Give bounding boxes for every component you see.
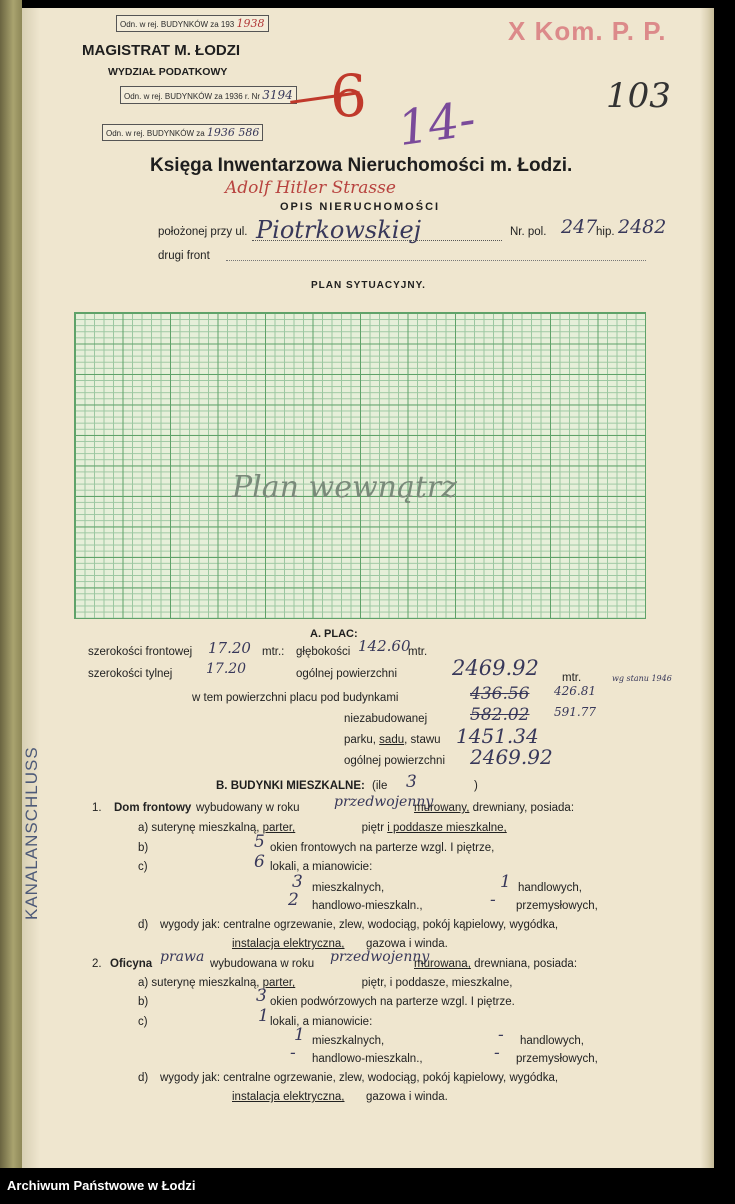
archive-footer bbox=[0, 1168, 735, 1204]
department-name: WYDZIAŁ PODATKOWY bbox=[108, 66, 228, 78]
total-area2-value: 2469.92 bbox=[470, 745, 553, 769]
german-street-name: Adolf Hitler Strasse bbox=[225, 178, 396, 198]
annex-d-text3: gazowa i winda. bbox=[366, 1091, 448, 1103]
built-area-label: w tem powierzchni placu pod budynkami bbox=[192, 692, 399, 704]
annex-year: przedwojenny bbox=[330, 949, 430, 965]
annex-d-text: wygody jak: centralne ogrzewanie, zlew, wodociąg, pokój kąpielowy, wygódka, bbox=[160, 1072, 559, 1084]
built-area-old: 436.56 bbox=[470, 684, 530, 704]
depth-value: 142.60 bbox=[358, 637, 411, 655]
annex-residential-label: mieszkalnych, bbox=[312, 1035, 385, 1047]
kanalanschluss-stamp: KANALANSCHLUSS bbox=[22, 746, 41, 920]
depth-unit: mtr. bbox=[408, 646, 428, 658]
unbuilt-area-new: 591.77 bbox=[554, 705, 596, 719]
built-area-note: wg stanu 1946 bbox=[612, 674, 672, 683]
front-windows: 5 bbox=[254, 832, 265, 852]
plan-note: Plan wewnątrz bbox=[232, 470, 458, 505]
front-material: murowany, drewniany, posiada: bbox=[414, 802, 575, 814]
hip-value: 2482 bbox=[618, 216, 667, 238]
front-num: 1. bbox=[92, 802, 102, 814]
front-year: przedwojenny bbox=[334, 794, 434, 810]
annex-num: 2. bbox=[92, 958, 102, 970]
total-area-label: ogólnej powierzchni bbox=[296, 668, 398, 680]
annex-built-label: wybudowana w roku bbox=[210, 958, 315, 970]
big-purple-number: 14- bbox=[394, 90, 479, 158]
unbuilt-area-old: 582.02 bbox=[470, 705, 530, 725]
annex-industrial-label: przemysłowych, bbox=[516, 1053, 598, 1065]
document-title: Księga Inwentarzowa Nieruchomości m. Łodzi. bbox=[150, 155, 573, 176]
front-residential-count: 3 bbox=[292, 872, 303, 892]
annex-b-label: b) bbox=[138, 996, 149, 1008]
plac-title: A. PLAC: bbox=[310, 628, 358, 640]
buildings-title: B. BUDYNKI MIESZKALNE: bbox=[216, 780, 365, 792]
depth-label: głębokości bbox=[296, 646, 351, 658]
park-label: parku, sadu, stawu bbox=[344, 734, 441, 746]
front-built-label: wybudowany w roku bbox=[196, 802, 300, 814]
nr-value: 247 bbox=[561, 216, 598, 238]
page-right-edge bbox=[700, 8, 714, 1168]
total-area-value: 2469.92 bbox=[452, 656, 539, 680]
buildings-count-close: ) bbox=[474, 780, 478, 792]
rear-width-label: szerokości tylnej bbox=[88, 668, 173, 680]
front-width-label: szerokości frontowej bbox=[88, 646, 193, 658]
annex-units: 1 bbox=[258, 1006, 269, 1026]
annex-residential-count: 1 bbox=[294, 1025, 305, 1045]
front-residential-label: mieszkalnych, bbox=[312, 882, 385, 894]
hip-label: hip. bbox=[596, 226, 615, 238]
front-commercial-count: 1 bbox=[500, 872, 511, 892]
front-commercial-label: handlowych, bbox=[518, 882, 582, 894]
front-b-text: okien frontowych na parterze wzgl. I piętrze, bbox=[270, 842, 495, 854]
unbuilt-area-label: niezabudowanej bbox=[344, 713, 428, 725]
archive-name: Archiwum Państwowe w Łodzi bbox=[7, 1178, 196, 1193]
front-width-unit: mtr.: bbox=[262, 646, 285, 658]
annex-name: Oficyna bbox=[110, 958, 153, 970]
registry-stamp-mid: Odn. w rej. BUDYNKÓW za 1936 r. Nr 3194 bbox=[120, 86, 297, 104]
front-industrial-count: - bbox=[490, 890, 496, 910]
second-front-label: drugi front bbox=[158, 250, 210, 262]
office-name: MAGISTRAT M. ŁODZI bbox=[82, 42, 241, 59]
page-left-edge bbox=[22, 8, 40, 1168]
annex-d-label: d) bbox=[138, 1072, 149, 1084]
front-d-text: wygody jak: centralne ogrzewanie, zlew, wodociąg, pokój kąpielowy, wygódka, bbox=[160, 919, 559, 931]
buildings-count-open: (ile bbox=[372, 780, 388, 792]
built-area-new: 426.81 bbox=[554, 684, 596, 698]
annex-a: a) suterynę mieszkalną, parter, piętr, i poddasze, mieszkalne, bbox=[138, 977, 513, 989]
front-c-label: c) bbox=[138, 861, 148, 873]
front-width-value: 17.20 bbox=[208, 639, 251, 657]
red-committee-stamp: X Kom. P. P. bbox=[508, 16, 667, 46]
park-value: 1451.34 bbox=[456, 724, 539, 748]
rear-width-value: 17.20 bbox=[206, 661, 247, 677]
front-mixed-label: handlowo-mieszkaln., bbox=[312, 900, 423, 912]
front-name: Dom frontowy bbox=[114, 802, 192, 814]
annex-side: prawa bbox=[160, 949, 205, 965]
situated-label: położonej przy ul. bbox=[158, 226, 248, 238]
annex-commercial-label: handlowych, bbox=[520, 1035, 584, 1047]
front-d-text2: instalacja elektryczna, bbox=[232, 938, 345, 950]
front-d-label: d) bbox=[138, 919, 149, 931]
front-d-text3: gazowa i winda. bbox=[366, 938, 448, 950]
annex-mixed-label: handlowo-mieszkaln., bbox=[312, 1053, 423, 1065]
street-dots bbox=[252, 240, 502, 241]
annex-material: murowana, drewniana, posiada: bbox=[414, 958, 578, 970]
second-front-dots bbox=[226, 260, 646, 261]
plan-title: PLAN SYTUACYJNY. bbox=[311, 280, 426, 291]
front-b-label: b) bbox=[138, 842, 149, 854]
front-c-text: lokali, a mianowicie: bbox=[270, 861, 373, 873]
annex-c-text: lokali, a mianowicie: bbox=[270, 1016, 373, 1028]
registry-stamp-low: Odn. w rej. BUDYNKÓW za 1936 586 bbox=[102, 124, 263, 141]
street-name: Piotrkowskiej bbox=[256, 216, 422, 244]
total-area-unit: mtr. bbox=[562, 672, 582, 684]
annex-b-text: okien podwórzowych na parterze wzgl. I piętrze. bbox=[270, 996, 515, 1008]
total-area2-label: ogólnej powierzchni bbox=[344, 755, 446, 767]
annex-industrial-count: - bbox=[494, 1043, 500, 1063]
page-number: 103 bbox=[606, 76, 671, 116]
front-industrial-label: przemysłowych, bbox=[516, 900, 598, 912]
front-mixed-count: 2 bbox=[288, 890, 299, 910]
annex-mixed-count: - bbox=[290, 1043, 296, 1063]
front-units: 6 bbox=[254, 852, 265, 872]
annex-d-text2: instalacja elektryczna, bbox=[232, 1091, 345, 1103]
nr-label: Nr. pol. bbox=[510, 226, 547, 238]
annex-commercial-count: - bbox=[498, 1025, 504, 1045]
front-a: a) suterynę mieszkalną, parter, piętr i poddasze mieszkalne, bbox=[138, 822, 507, 834]
big-red-number: 6 bbox=[330, 62, 367, 130]
buildings-count: 3 bbox=[406, 772, 417, 792]
annex-windows: 3 bbox=[256, 986, 267, 1006]
document-subtitle: OPIS NIERUCHOMOŚCI bbox=[280, 201, 441, 213]
binding-spine bbox=[0, 0, 22, 1168]
situation-plan-grid bbox=[74, 312, 646, 619]
registry-stamp-top: Odn. w rej. BUDYNKÓW za 193 1938 bbox=[116, 15, 269, 32]
annex-c-label: c) bbox=[138, 1016, 148, 1028]
